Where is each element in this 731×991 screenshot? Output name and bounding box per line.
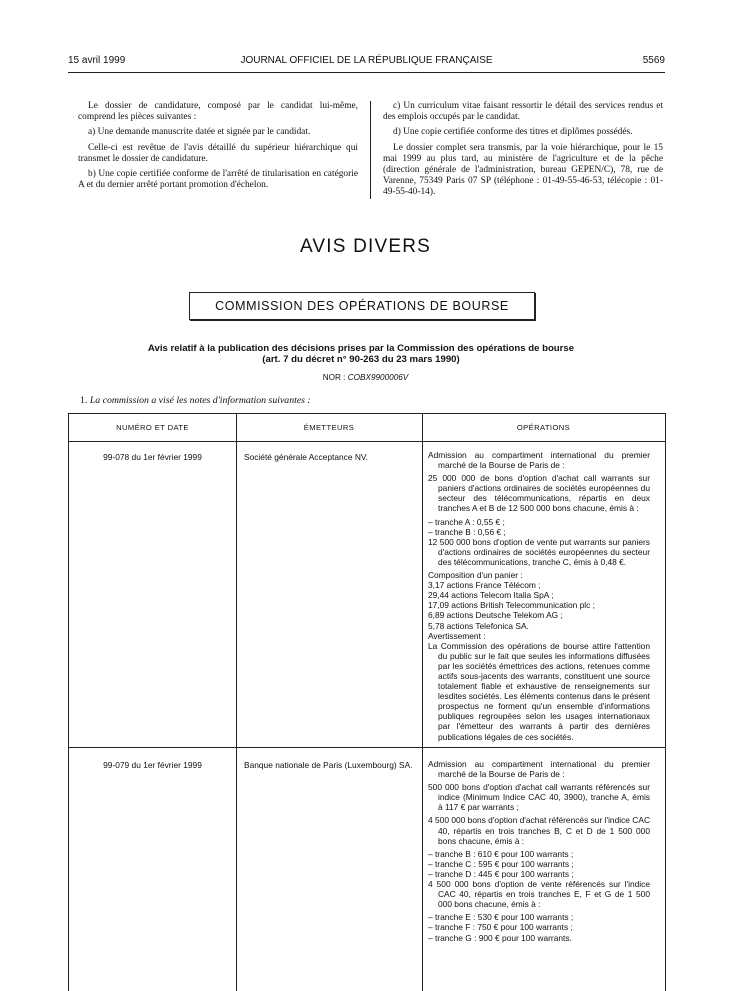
left-column bbox=[78, 101, 358, 195]
right-paragraph: d) Une copie certifiée conforme des titres et diplômes possédés. bbox=[393, 127, 633, 138]
row-numero: 99-079 du 1er février 1999 bbox=[103, 760, 202, 770]
header-numero: NUMÉRO ET DATE bbox=[116, 423, 189, 432]
header-journal-title: JOURNAL OFFICIEL DE LA RÉPUBLIQUE FRANÇAISE bbox=[240, 55, 493, 66]
nor-label: NOR : bbox=[322, 373, 346, 382]
column-divider bbox=[422, 414, 423, 991]
row-emetteur: Société générale Acceptance NV. bbox=[244, 452, 369, 462]
op-line: – tranche C : 595 € pour 100 warrants ; bbox=[428, 858, 574, 869]
running-header bbox=[68, 55, 665, 69]
notes-table bbox=[68, 413, 666, 991]
op-line: 17,09 actions British Telecommunication plc ; bbox=[428, 600, 595, 611]
header-date: 15 avril 1999 bbox=[68, 55, 126, 66]
avis-heading bbox=[100, 343, 622, 365]
op-line: – tranche B : 610 € pour 100 warrants ; bbox=[428, 848, 574, 859]
op-line: – tranche A : 0,55 € ; bbox=[428, 516, 505, 527]
op-paragraph: Admission au compartiment international du premier marché de la Bourse de Paris de : bbox=[428, 450, 650, 471]
row-numero: 99-078 du 1er février 1999 bbox=[103, 452, 202, 462]
header-operations: OPÉRATIONS bbox=[516, 423, 571, 432]
left-paragraph: a) Une demande manuscrite datée et signée par le candidat. bbox=[88, 127, 311, 138]
op-line: 6,89 actions Deutsche Telekom AG ; bbox=[428, 610, 563, 621]
op-paragraph: Admission au compartiment international du premier marché de la Bourse de Paris de : bbox=[428, 759, 650, 780]
op-line: – tranche D : 445 € pour 100 warrants ; bbox=[428, 868, 574, 879]
intro-text: La commission a visé les notes d'information suivantes : bbox=[89, 395, 311, 406]
op-line: – tranche F : 750 € pour 100 warrants ; bbox=[428, 922, 573, 933]
right-paragraph: Le dossier complet sera transmis, par la voie hiérarchique, pour le 15 mai 1999 au plus tard, au ministère de l'agriculture et de la pêche (direction générale de l'administration, bureau GEPEN/C), 78, rue de Varenne, 75349 Paris 07 SP (téléphone : 01-49-55-46-53, télécopie : 01-49-55-40-14). bbox=[383, 142, 663, 198]
op-line: 3,17 actions France Télécom ; bbox=[428, 580, 541, 591]
left-paragraph: Celle-ci est revêtue de l'avis détaillé du supérieur hiérarchique qui transmet le dossier de candidature. bbox=[78, 142, 358, 164]
column-separator bbox=[370, 101, 371, 199]
intro-number: 1. bbox=[80, 395, 88, 406]
op-paragraph: 500 000 bons d'option d'achat call warrants référencés sur indice (Minimum Indice CAC 40, 3900), tranche A, émis à 117 € par warrants ; bbox=[428, 782, 650, 813]
header-emetteurs: ÉMETTEURS bbox=[303, 423, 355, 432]
row-emetteur: Banque nationale de Paris (Luxembourg) SA. bbox=[244, 760, 413, 770]
left-paragraph: Le dossier de candidature, composé par le candidat lui-même, comprend les pièces suivantes : bbox=[78, 101, 358, 123]
commission-box: COMMISSION DES OPÉRATIONS DE BOURSE bbox=[189, 292, 535, 320]
nor-code: COBX9900006V bbox=[347, 373, 409, 382]
op-line: 5,78 actions Telefonica SA. bbox=[428, 620, 529, 631]
right-paragraph: c) Un curriculum vitae faisant ressortir le détail des services rendus et des emplois occupés par le candidat. bbox=[383, 101, 663, 123]
op-line: – tranche E : 530 € pour 100 warrants ; bbox=[428, 912, 574, 923]
op-line: Composition d'un panier : bbox=[428, 570, 523, 581]
op-line: – tranche G : 900 € pour 100 warrants. bbox=[428, 932, 572, 943]
op-paragraph: 4 500 000 bons d'option de vente référencés sur l'indice CAC 40, répartis en trois tranches E, F et G de 1 500 000 bons chacune, émis à : bbox=[428, 879, 650, 910]
op-line: Avertissement : bbox=[428, 630, 486, 641]
row-divider bbox=[69, 747, 665, 748]
header-page-number: 5569 bbox=[642, 55, 665, 66]
nor-reference bbox=[0, 373, 731, 382]
op-paragraph: 4 500 000 bons d'option d'achat référencés sur l'indice CAC 40, répartis en trois tranches B, C et D de 1 500 000 bons chacune, émis à : bbox=[428, 815, 650, 846]
op-paragraph: La Commission des opérations de bourse attire l'attention du public sur le fait que seules les informations diffusées par les sociétés émettrices des actions, retenues comme actifs sous-jacents des warrants, constituent une source totalement fiable et exhaustive de renseignements sur lesdites sociétés. Les éléments contenus dans le présent prospectus ne forment qu'un ensemble d'informations publiques regroupées selon les usages internationaux par l'émetteur des warrants à partir des dernières publications légales de ces sociétés. bbox=[428, 640, 650, 742]
avis-heading-line1: Avis relatif à la publication des décisions prises par la Commission des opérations de bourse bbox=[147, 343, 575, 354]
right-column bbox=[383, 101, 663, 203]
header-rule bbox=[68, 72, 665, 73]
left-paragraph: b) Une copie certifiée conforme de l'arrêté de titularisation en catégorie A et du dernier arrêté portant promotion d'échelon. bbox=[78, 169, 358, 191]
row-operations bbox=[428, 450, 650, 745]
op-paragraph: 12 500 000 bons d'option de vente put warrants sur paniers d'actions ordinaires de sociétés européennes du secteur des télécommunications, tranche C, émis à 0,48 €. bbox=[428, 536, 650, 567]
op-paragraph: 25 000 000 de bons d'option d'achat call warrants sur paniers d'actions ordinaires de sociétés européennes du secteur des télécommunications, répartis en deux tranches A et B de 12 500 000 bons chacune, émis à : bbox=[428, 473, 650, 514]
top-text-columns bbox=[78, 101, 670, 203]
op-line: 29,44 actions Telecom Italia SpA ; bbox=[428, 590, 554, 601]
avis-heading-line2: (art. 7 du décret n° 90-263 du 23 mars 1990) bbox=[262, 354, 460, 365]
row-operations bbox=[428, 759, 650, 943]
header-row-divider bbox=[69, 441, 665, 442]
op-line: – tranche B : 0,56 € ; bbox=[428, 526, 506, 537]
intro-line bbox=[80, 395, 311, 406]
section-title: AVIS DIVERS bbox=[299, 236, 432, 257]
column-divider bbox=[236, 414, 237, 991]
